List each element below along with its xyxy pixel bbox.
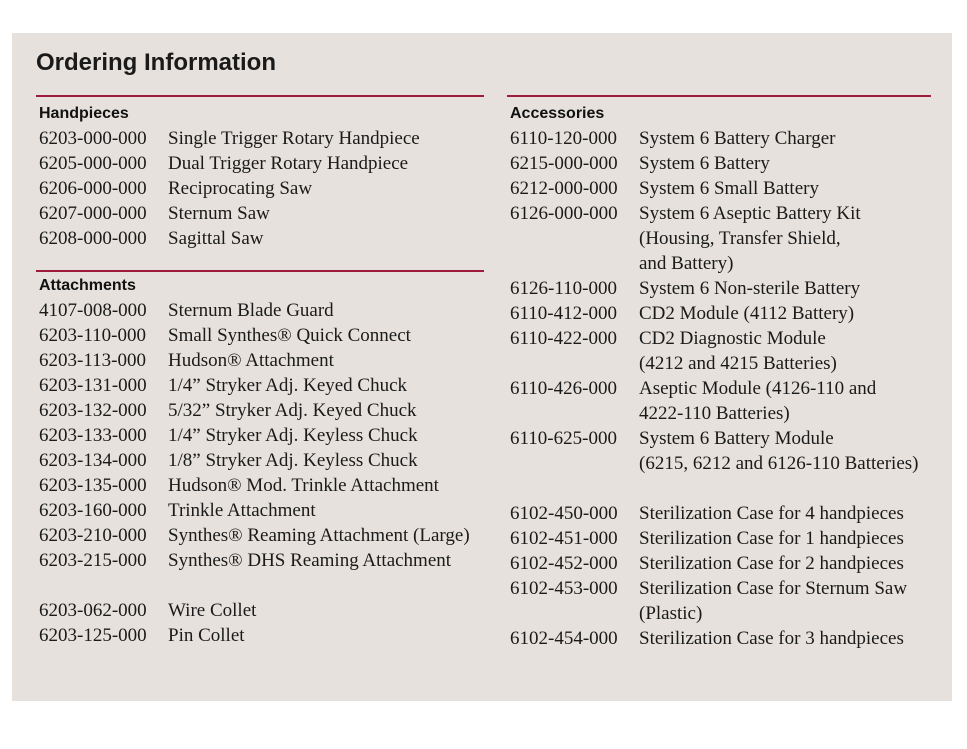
part-number: 6110-412-000 [510, 303, 617, 324]
part-description [168, 423, 418, 448]
part-number: 6203-160-000 [39, 500, 147, 521]
part-number: 6203-110-000 [39, 325, 146, 346]
part-description [639, 576, 907, 626]
description-line: Sterilization Case for 2 handpieces [639, 553, 904, 574]
part-number: 6203-135-000 [39, 475, 147, 496]
description-line: 4222-110 Batteries) [639, 403, 790, 424]
description-line: (Plastic) [639, 603, 703, 624]
part-description [639, 501, 904, 526]
part-number: 6215-000-000 [510, 153, 618, 174]
part-number: 6203-062-000 [39, 600, 147, 621]
description-line: System 6 Non-sterile Battery [639, 278, 861, 299]
part-number: 6206-000-000 [39, 178, 147, 199]
description-line: Sagittal Saw [168, 228, 264, 249]
part-description [639, 626, 904, 651]
part-description [639, 151, 770, 176]
part-number: 6102-450-000 [510, 503, 618, 524]
part-description [168, 201, 270, 226]
part-description [639, 301, 854, 326]
part-description [168, 523, 470, 548]
description-line: Aseptic Module (4126-110 and [639, 378, 877, 399]
description-line: Trinkle Attachment [168, 500, 316, 521]
part-number: 6212-000-000 [510, 178, 618, 199]
part-description [168, 448, 418, 473]
part-description [168, 323, 411, 348]
part-number: 6203-210-000 [39, 525, 147, 546]
description-line: System 6 Battery [639, 153, 770, 174]
part-description [168, 151, 408, 176]
description-line: Synthes® Reaming Attachment (Large) [168, 525, 470, 546]
divider-handpieces [36, 95, 484, 97]
part-description [168, 548, 451, 573]
part-number: 6110-426-000 [510, 378, 617, 399]
part-number: 6110-120-000 [510, 128, 617, 149]
description-line: Sternum Saw [168, 203, 270, 224]
description-line: Sterilization Case for Sternum Saw [639, 578, 908, 599]
description-line: 1/4” Stryker Adj. Keyed Chuck [168, 375, 408, 396]
description-line: Hudson® Mod. Trinkle Attachment [168, 475, 439, 496]
part-number: 6110-625-000 [510, 428, 617, 449]
part-number: 6102-453-000 [510, 578, 618, 599]
description-line: System 6 Small Battery [639, 178, 819, 199]
part-number: 6203-000-000 [39, 128, 147, 149]
description-line: 1/8” Stryker Adj. Keyless Chuck [168, 450, 418, 471]
description-line: (6215, 6212 and 6126-110 Batteries) [639, 453, 919, 474]
description-line: Dual Trigger Rotary Handpiece [168, 153, 409, 174]
part-number: 6203-134-000 [39, 450, 147, 471]
part-number: 6126-110-000 [510, 278, 617, 299]
part-description [168, 498, 316, 523]
description-line: System 6 Battery Charger [639, 128, 836, 149]
part-description [168, 473, 439, 498]
ordering-information-panel [12, 33, 952, 701]
description-line: Hudson® Attachment [168, 350, 334, 371]
description-line: CD2 Diagnostic Module [639, 328, 826, 349]
part-description [639, 426, 919, 476]
description-line: Single Trigger Rotary Handpiece [168, 128, 420, 149]
description-line: CD2 Module (4112 Battery) [639, 303, 855, 324]
description-line: Sterilization Case for 4 handpieces [639, 503, 904, 524]
part-description [639, 276, 860, 301]
part-description [168, 598, 256, 623]
part-number: 6203-125-000 [39, 625, 147, 646]
part-description [168, 348, 334, 373]
part-number: 6126-000-000 [510, 203, 618, 224]
divider-attachments [36, 270, 484, 272]
part-description [168, 398, 417, 423]
description-line: Synthes® DHS Reaming Attachment [168, 550, 452, 571]
part-number: 6110-422-000 [510, 328, 617, 349]
part-description [639, 326, 837, 376]
description-line: 5/32” Stryker Adj. Keyed Chuck [168, 400, 417, 421]
description-line: System 6 Aseptic Battery Kit [639, 203, 861, 224]
section-title-handpieces: Handpieces [39, 105, 129, 122]
part-number: 6102-451-000 [510, 528, 618, 549]
description-line: Sternum Blade Guard [168, 300, 334, 321]
part-description [639, 176, 819, 201]
section-title-attachments: Attachments [39, 277, 136, 294]
page-title: Ordering Information [36, 49, 276, 76]
section-title-accessories: Accessories [510, 105, 605, 122]
part-number: 6203-215-000 [39, 550, 147, 571]
part-description [168, 623, 245, 648]
part-number: 6205-000-000 [39, 153, 147, 174]
part-description [639, 551, 904, 576]
description-line: Small Synthes® Quick Connect [168, 325, 411, 346]
part-description [639, 376, 876, 426]
divider-accessories [507, 95, 931, 97]
description-line: (4212 and 4215 Batteries) [639, 353, 837, 374]
part-number: 6208-000-000 [39, 228, 147, 249]
part-description [168, 298, 334, 323]
part-description [168, 126, 420, 151]
description-line: (Housing, Transfer Shield, [639, 228, 841, 249]
part-number: 6203-132-000 [39, 400, 147, 421]
description-line: System 6 Battery Module [639, 428, 834, 449]
part-description [639, 201, 861, 276]
part-number: 6203-131-000 [39, 375, 147, 396]
part-description [168, 176, 312, 201]
description-line: Sterilization Case for 3 handpieces [639, 628, 904, 649]
part-number: 6203-133-000 [39, 425, 147, 446]
part-number: 6207-000-000 [39, 203, 147, 224]
part-number: 6102-454-000 [510, 628, 618, 649]
description-line: 1/4” Stryker Adj. Keyless Chuck [168, 425, 418, 446]
part-description [639, 126, 835, 151]
part-description [168, 226, 264, 251]
description-line: Sterilization Case for 1 handpieces [639, 528, 904, 549]
part-number: 6102-452-000 [510, 553, 618, 574]
part-description [639, 526, 904, 551]
description-line: and Battery) [639, 253, 734, 274]
description-line: Pin Collet [168, 625, 245, 646]
part-description [168, 373, 407, 398]
description-line: Reciprocating Saw [168, 178, 313, 199]
part-number: 6203-113-000 [39, 350, 146, 371]
description-line: Wire Collet [168, 600, 257, 621]
part-number: 4107-008-000 [39, 300, 147, 321]
